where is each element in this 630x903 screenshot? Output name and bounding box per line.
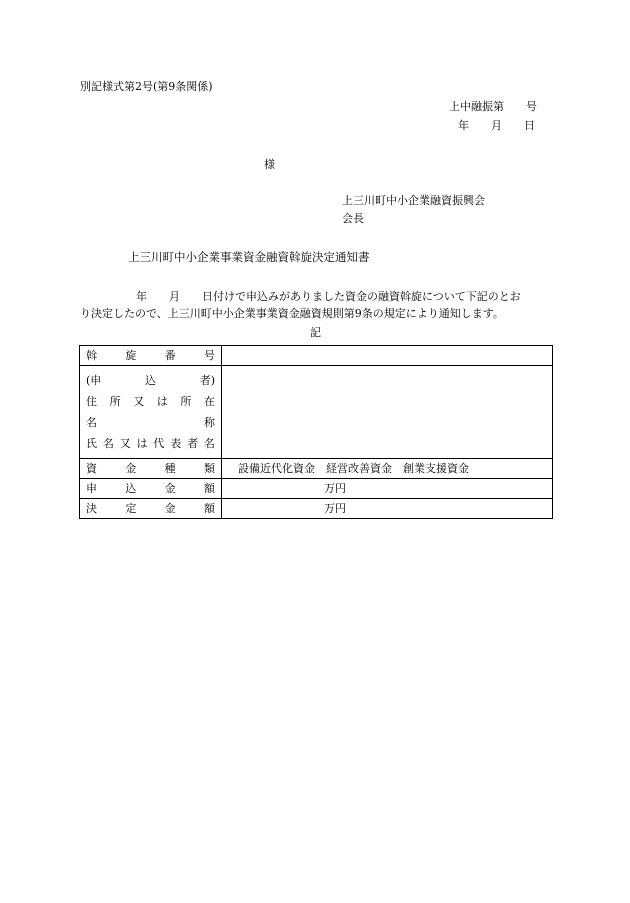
form-label: 別記様式第2号(第9条関係) [80, 80, 213, 93]
value-cell-applicant [222, 366, 553, 459]
document-date: 年 月 日 [458, 119, 535, 132]
label-char: 類 [203, 462, 215, 475]
notice-body [80, 288, 554, 322]
document-title: 上三川町中小企業事業資金融資斡旋決定通知書 [128, 250, 370, 264]
table-row [80, 346, 553, 366]
label-char: 号 [203, 349, 215, 362]
label-char: 所 [109, 395, 121, 408]
label-char: 番 [164, 349, 176, 362]
details-table [79, 345, 553, 519]
label-char: 所 [180, 395, 192, 408]
label-char: 在 [203, 395, 215, 408]
value-cell-fund-type [222, 459, 553, 479]
label-cell-fund-type [80, 459, 222, 479]
label-loan-number [80, 346, 221, 365]
ki-heading: 記 [310, 326, 321, 339]
value-requested-amount: 万円 [324, 482, 346, 495]
table-row [80, 366, 553, 459]
label-char: 資 [86, 462, 97, 475]
label-char: (申 [86, 374, 102, 387]
value-approved-amount: 万円 [324, 502, 346, 515]
label-char: 申 [86, 482, 97, 495]
value-applicant [222, 403, 552, 422]
label-requested-amount [80, 479, 221, 498]
label-char: 込 [125, 482, 137, 495]
label-char: 代 [153, 437, 165, 450]
label-char: は [156, 395, 168, 408]
label-char: 種 [164, 462, 176, 475]
label-char: 込 [145, 374, 156, 387]
label-char: 定 [125, 502, 137, 515]
label-applicant-address [80, 391, 221, 412]
value-cell-requested-amount [222, 479, 553, 499]
table-row [80, 459, 553, 479]
label-char: 又 [119, 437, 131, 450]
label-char: 名 [203, 437, 215, 450]
label-char: 決 [86, 502, 97, 515]
notice-body-line: り決定したので、上三川町中小企業事業資金融資規則第9条の規定により通知します。 [80, 307, 504, 320]
issuer-organization: 上三川町中小企業融資振興会 [342, 194, 485, 207]
label-char: 名 [86, 416, 97, 429]
notice-body-line: 年 月 日付けで申込みがありました資金の融資斡旋について下記のとお [136, 290, 521, 303]
table-row [80, 479, 553, 499]
label-char: 旋 [125, 349, 137, 362]
label-fund-type [80, 459, 221, 478]
table-row [80, 499, 553, 519]
label-cell-applicant [80, 366, 222, 459]
value-cell-loan-number [222, 346, 553, 366]
label-char: 金 [164, 482, 176, 495]
addressee-honorific: 様 [264, 158, 275, 171]
label-char: 称 [204, 416, 215, 429]
label-char: 額 [203, 482, 215, 495]
label-char: 金 [125, 462, 137, 475]
label-char: 名 [102, 437, 114, 450]
label-char: 表 [170, 437, 182, 450]
label-cell-requested-amount [80, 479, 222, 499]
label-applicant-representative [80, 433, 221, 454]
label-char: 斡 [86, 349, 97, 362]
label-applicant-business-name [80, 412, 221, 433]
label-applicant-heading [80, 370, 221, 391]
label-char: 住 [86, 395, 97, 408]
label-approved-amount [80, 499, 221, 518]
label-char: 又 [133, 395, 145, 408]
label-char: 金 [164, 502, 176, 515]
issuer-title: 会長 [342, 212, 364, 225]
value-cell-approved-amount [222, 499, 553, 519]
label-cell-loan-number [80, 346, 222, 366]
label-char: 者 [187, 437, 199, 450]
value-fund-type: 設備近代化資金 経営改善資金 創業支援資金 [238, 462, 469, 475]
label-char: 者) [199, 374, 215, 387]
value-loan-number [222, 346, 552, 365]
label-char: は [136, 437, 148, 450]
label-cell-approved-amount [80, 499, 222, 519]
document-number: 上中融振第 号 [449, 100, 537, 113]
label-char: 氏 [86, 437, 97, 450]
label-char: 額 [203, 502, 215, 515]
